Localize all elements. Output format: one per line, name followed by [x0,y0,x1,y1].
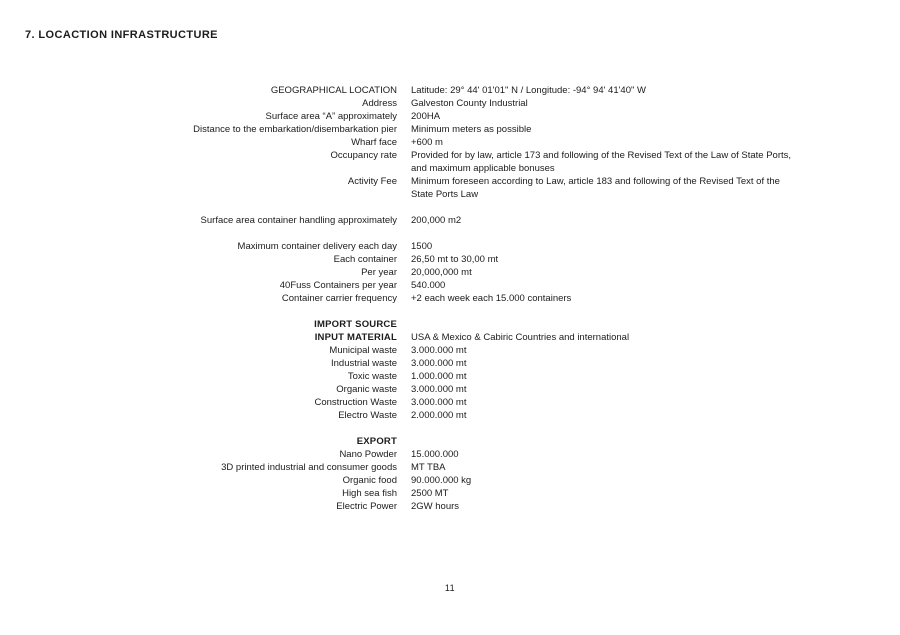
spec-row [25,396,800,409]
spec-row-label: Organic food [342,475,397,486]
spec-row-label: Electro Waste [338,410,397,421]
spec-row-label: Container carrier frequency [281,293,397,304]
spec-row-label: Nano Powder [339,449,397,460]
spec-row [25,435,800,448]
spec-row-value: Minimum foreseen according to Law, article 183 and following of the Revised Text of the State Ports Law [411,176,780,200]
spec-row-label: Maximum container delivery each day [237,241,397,252]
spec-row [25,292,800,305]
spec-row-label: Per year [361,267,397,278]
section-export [25,435,800,513]
spec-row-label: 40Fuss Containers per year [279,280,397,291]
spec-row-value: 3.000.000 mt [411,384,467,395]
spec-row-value: USA & Mexico & Cabiric Countries and international [411,332,630,343]
spec-row-label: High sea fish [342,488,397,499]
spec-row-value: 200,000 m2 [411,215,462,226]
section-container-capacity [25,240,800,305]
spec-row-value: Provided for by law, article 173 and following of the Revised Text of the Law of State Ports, and maximum applicable bonuses [411,150,792,174]
spec-row-label: Distance to the embarkation/disembarkation pier [193,124,397,135]
spec-row-value: MT TBA [411,462,446,473]
spec-row [25,409,800,422]
spec-row [25,253,800,266]
spec-row-label: Each container [333,254,397,265]
spec-row-value: 3.000.000 mt [411,397,467,408]
spec-row [25,84,800,97]
spec-row [25,344,800,357]
spec-row-value: 1.000.000 mt [411,371,467,382]
spec-row [25,136,800,149]
spec-row [25,474,800,487]
spec-row [25,175,800,201]
section-import-source [25,318,800,422]
spec-row [25,110,800,123]
spec-row-label: Organic waste [336,384,397,395]
spec-row-value: Latitude: 29° 44' 01'01" N / Longitude: -94° 94' 41'40" W [411,85,646,96]
infrastructure-spec-list [25,84,800,526]
spec-row-label: Wharf face [351,137,397,148]
spec-row-value: +600 m [411,137,443,148]
spec-row-label: Toxic waste [347,371,397,382]
spec-row [25,149,800,175]
spec-row-value: 1500 [411,241,433,252]
spec-row-value: 2.000.000 mt [411,410,467,421]
spec-row-value: 26,50 mt to 30,00 mt [411,254,499,265]
spec-row [25,318,800,331]
spec-row [25,279,800,292]
spec-row [25,123,800,136]
spec-row-value: 200HA [411,111,441,122]
spec-row-label: Construction Waste [314,397,397,408]
spec-row-value: 2500 MT [411,488,449,499]
spec-row-label: Electric Power [336,501,397,512]
page-title: 7. LOCACTION INFRASTRUCTURE [25,29,218,41]
spec-row-label: Industrial waste [330,358,397,369]
spec-row-value: 20,000,000 mt [411,267,472,278]
spec-row-value: 90.000.000 kg [411,475,472,486]
spec-row [25,487,800,500]
spec-row-label: Surface area “A” approximately [265,111,397,122]
spec-row [25,240,800,253]
spec-row-label: Surface area container handling approximately [200,215,397,226]
spec-row-label: Address [362,98,397,109]
section-geographical-location [25,84,800,201]
spec-row-value: Minimum meters as possible [411,124,532,135]
spec-row-label: Municipal waste [329,345,397,356]
spec-row [25,370,800,383]
spec-row-label: EXPORT [356,436,397,447]
spec-row-value: Galveston County Industrial [411,98,528,109]
spec-row [25,461,800,474]
page-number: 11 [444,583,456,593]
spec-row [25,383,800,396]
section-surface-area [25,214,800,227]
spec-row [25,331,800,344]
spec-row-label: INPUT MATERIAL [314,332,397,343]
spec-row-value: 15.000.000 [411,449,459,460]
spec-row [25,214,800,227]
spec-row-value: 3.000.000 mt [411,358,467,369]
spec-row-value: +2 each week each 15.000 containers [411,293,572,304]
spec-row-label: GEOGRAPHICAL LOCATION [270,85,397,96]
spec-row [25,500,800,513]
spec-row [25,97,800,110]
spec-row-value: 2GW hours [411,501,460,512]
spec-row-label: 3D printed industrial and consumer goods [221,462,397,473]
spec-row-value: 3.000.000 mt [411,345,467,356]
spec-row [25,266,800,279]
spec-row-label: Activity Fee [347,176,397,187]
spec-row-label: IMPORT SOURCE [314,319,397,330]
spec-row [25,448,800,461]
spec-row-label: Occupancy rate [330,150,397,161]
spec-row-value: 540.000 [411,280,446,291]
spec-row [25,357,800,370]
